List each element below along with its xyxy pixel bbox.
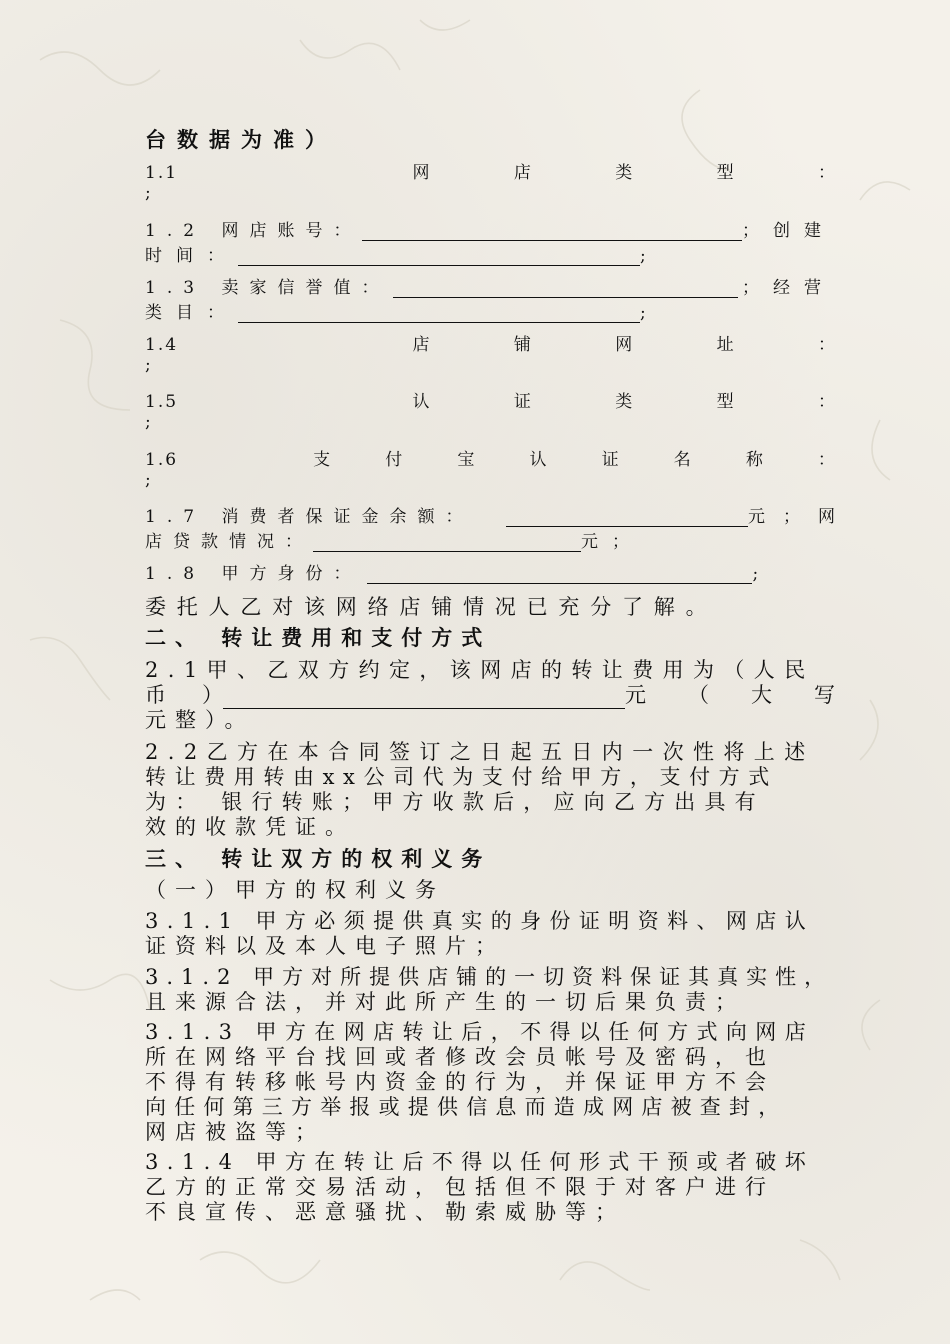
label-char: 型 xyxy=(716,392,734,412)
section-3-subheading: （一）甲方的权利义务 xyxy=(145,878,445,902)
label-char: 址 xyxy=(716,335,734,355)
label-char: ： xyxy=(818,335,835,355)
item-1-1-end: ; xyxy=(145,183,151,203)
label-char: 铺 xyxy=(513,335,531,355)
credit-blank xyxy=(393,279,738,298)
clause-3-1-4-line-2: 乙方的正常交易活动，包括但不限于对客户进行 xyxy=(145,1175,775,1199)
item-1-7-loan xyxy=(145,527,835,552)
item-1-8-identity xyxy=(145,559,835,584)
clause-2-2-line-4: 效的收款凭证。 xyxy=(145,815,355,839)
label-char: 称 xyxy=(745,450,763,470)
label-char: 店 xyxy=(412,335,430,355)
label-char: 网 xyxy=(615,335,633,355)
item-number: 1.1 xyxy=(145,163,179,183)
clause-2-1-line-3: 元整）。 xyxy=(145,708,255,732)
section-2-heading: 二、 转让费用和支付方式 xyxy=(145,625,492,650)
identity-end: ; xyxy=(752,564,759,584)
entrust-statement: 委托人乙对该网络店铺情况已充分了解。 xyxy=(145,595,718,619)
category-label-2: 类目： xyxy=(145,303,238,323)
account-blank xyxy=(362,222,742,241)
label-char: 证 xyxy=(513,392,531,412)
section-3-heading: 三、 转让双方的权利义务 xyxy=(145,846,492,871)
label-char: 类 xyxy=(615,392,633,412)
clause-3-1-1-line-2: 证资料以及本人电子照片； xyxy=(145,934,505,958)
clause-3-1-1-line-1: 3.1.1 甲方必须提供真实的身份证明资料、网店认 xyxy=(145,909,815,933)
continued-heading-line: 台数据为准） xyxy=(145,127,337,152)
item-1-2-account xyxy=(145,216,835,241)
created-label: ；创建 xyxy=(741,221,835,241)
deposit-label: 1.7 消费者保证金余额： xyxy=(145,507,474,527)
clause-3-1-4-line-3: 不良宣传、恶意骚扰、勒索威胁等； xyxy=(145,1200,625,1224)
clause-2-1-line-1: 2.1甲、乙双方约定，该网店的转让费用为（人民 xyxy=(145,658,815,682)
category-end: ; xyxy=(640,303,646,323)
label-char: 认 xyxy=(412,392,430,412)
label-char: 店 xyxy=(513,163,531,183)
label-char: 宝 xyxy=(457,450,475,470)
item-1-6-alipay-name xyxy=(145,445,835,470)
identity-label: 1.8 甲方身份： xyxy=(145,564,362,584)
label-char: ： xyxy=(817,450,835,470)
paren-close: ） xyxy=(202,683,223,707)
label-char: ： xyxy=(818,163,835,183)
identity-blank xyxy=(367,565,752,584)
label-char: 付 xyxy=(385,450,403,470)
category-blank xyxy=(238,304,640,323)
item-1-5-end: ; xyxy=(145,412,151,432)
loan-blank xyxy=(313,533,581,552)
credit-label: 1.3 卖家信誉值： xyxy=(145,278,390,298)
loan-unit: 元； xyxy=(581,532,643,552)
clause-3-1-3-line-5: 网店被盗等； xyxy=(145,1120,325,1144)
xie-char: 写 xyxy=(814,683,835,707)
item-1-2-created-time xyxy=(145,241,835,266)
loan-label: 店贷款情况： xyxy=(145,532,313,552)
label-char: 网 xyxy=(412,163,430,183)
deposit-blank xyxy=(506,508,748,527)
time-blank xyxy=(238,247,640,266)
yuan-unit: 元 xyxy=(625,683,646,707)
item-1-3-category xyxy=(145,298,835,323)
clause-3-1-2-line-1: 3.1.2 甲方对所提供店铺的一切资料保证其真实性， xyxy=(145,965,834,989)
item-1-1-shop-type xyxy=(145,158,835,183)
item-1-4-shop-url xyxy=(145,330,835,355)
clause-3-1-3-line-3: 不得有转移帐号内资金的行为，并保证甲方不会 xyxy=(145,1070,775,1094)
item-1-6-end: ; xyxy=(145,470,151,490)
clause-3-1-2-line-2: 且来源合法，并对此所产生的一切后果负责； xyxy=(145,990,745,1014)
label-char: ： xyxy=(818,392,835,412)
time-end: ; xyxy=(640,246,646,266)
paren-open: （ xyxy=(688,683,709,707)
clause-3-1-3-line-2: 所在网络平台找回或者修改会员帐号及密码，也 xyxy=(145,1045,775,1069)
clause-2-2-line-2: 转让费用转由xx公司代为支付给甲方，支付方式 xyxy=(145,765,778,789)
label-char: 名 xyxy=(673,450,691,470)
label-char: 认 xyxy=(529,450,547,470)
clause-2-2-line-3: 为： 银行转账；甲方收款后，应向乙方出具有 xyxy=(145,790,765,814)
clause-3-1-3-line-1: 3.1.3 甲方在网店转让后，不得以任何方式向网店 xyxy=(145,1020,815,1044)
item-number: 1.5 xyxy=(145,392,179,412)
clause-2-2-line-1: 2.2乙方在本合同签订之日起五日内一次性将上述 xyxy=(145,740,815,764)
da-char: 大 xyxy=(751,683,772,707)
clause-3-1-3-line-4: 向任何第三方举报或提供信息而造成网店被查封， xyxy=(145,1095,788,1119)
clause-3-1-4-line-1: 3.1.4 甲方在转让后不得以任何形式干预或者破坏 xyxy=(145,1150,815,1174)
item-1-7-deposit xyxy=(145,502,853,527)
label-char: 支 xyxy=(313,450,331,470)
item-1-3-credit xyxy=(145,273,835,298)
currency-word: 币 xyxy=(145,683,166,707)
item-1-4-end: ; xyxy=(145,355,151,375)
item-1-5-auth-type xyxy=(145,387,835,412)
deposit-unit: 元；网 xyxy=(748,507,853,527)
time-label: 时间： xyxy=(145,246,238,266)
item-number: 1.6 xyxy=(145,450,179,470)
label-char: 型 xyxy=(716,163,734,183)
label-char: 证 xyxy=(601,450,619,470)
label-char: 类 xyxy=(615,163,633,183)
item-number: 1.4 xyxy=(145,335,179,355)
category-label: ；经营 xyxy=(741,278,835,298)
account-label: 1.2 网店账号： xyxy=(145,221,362,241)
